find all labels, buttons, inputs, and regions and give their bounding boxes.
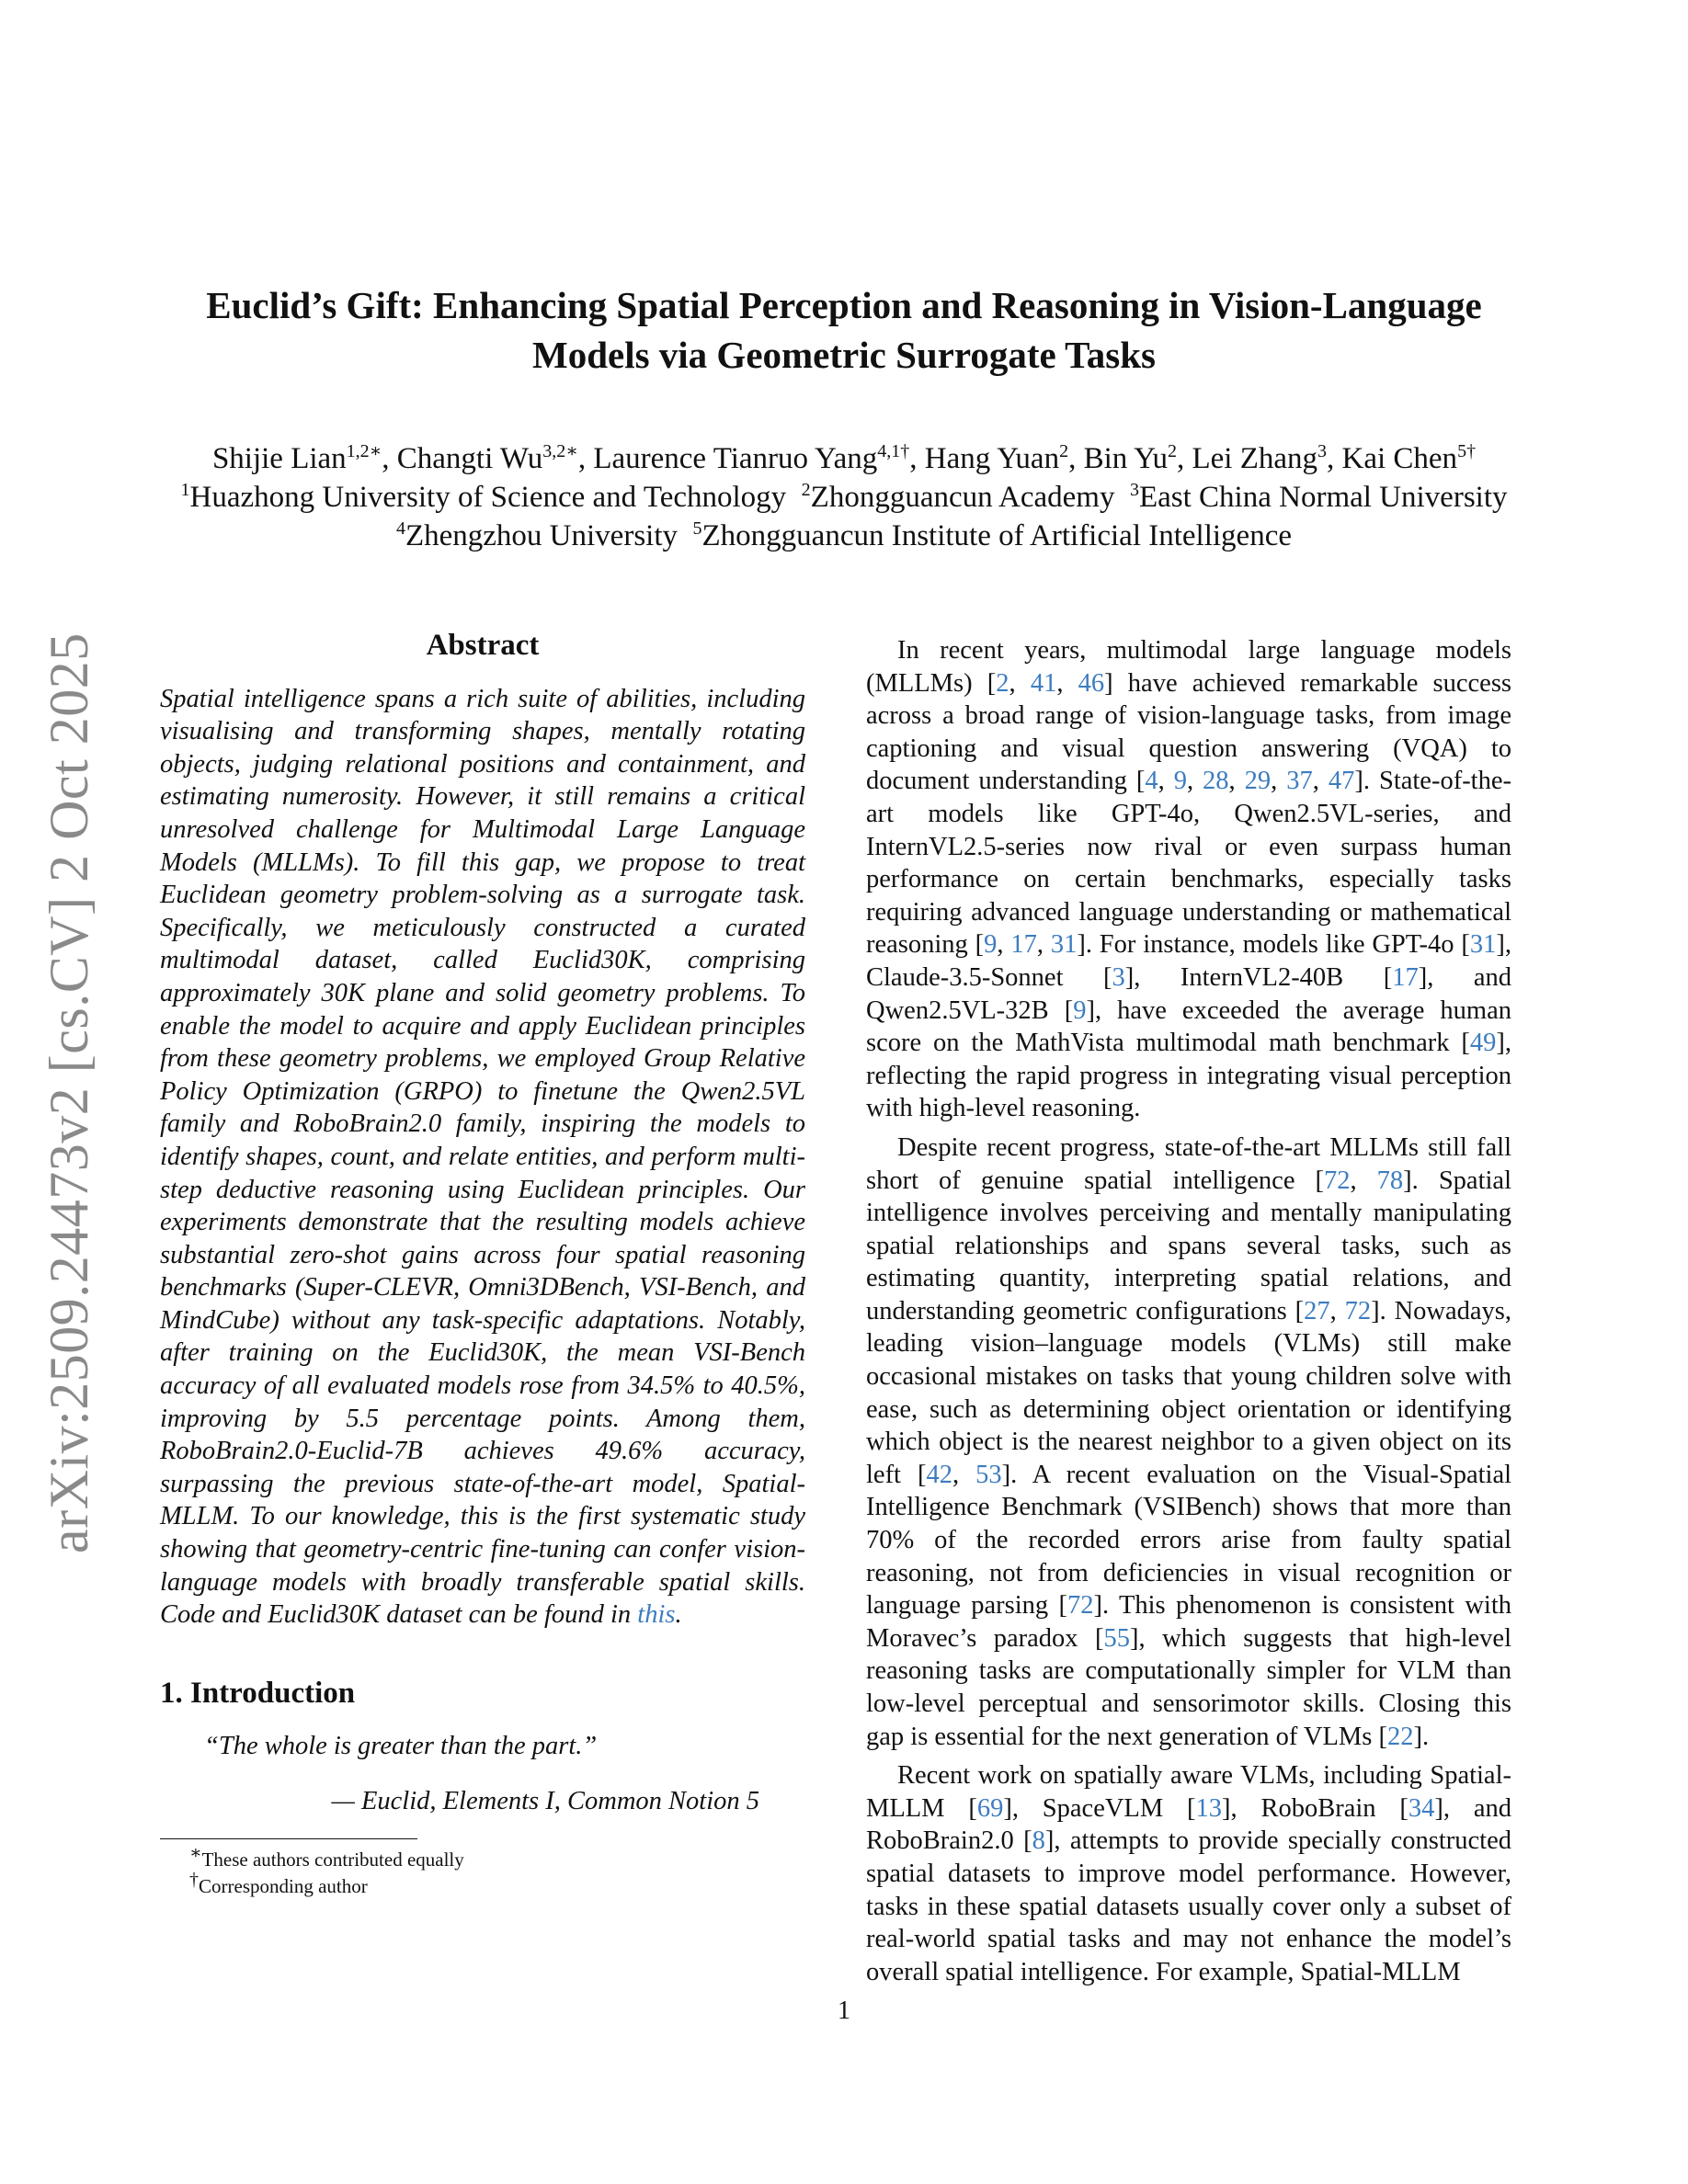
author-name: Shijie Lian xyxy=(211,442,347,475)
footnotes xyxy=(160,1842,805,1900)
footnote-divider xyxy=(160,1838,417,1839)
author-affiliation-mark: 1,2∗ xyxy=(346,441,382,461)
citation-link[interactable]: 47 xyxy=(1328,767,1355,796)
citation-link[interactable]: 27 xyxy=(1304,1296,1330,1325)
citation-link[interactable]: 2 xyxy=(996,668,1009,698)
citation-link[interactable]: 34 xyxy=(1408,1793,1435,1823)
citation-link[interactable]: 13 xyxy=(1195,1793,1223,1823)
affiliation-mark: 1 xyxy=(180,480,190,500)
introduction-heading: 1. Introduction xyxy=(160,1676,356,1710)
affiliation-name: Huazhong University of Science and Technology xyxy=(189,481,787,514)
affiliation-mark: 3 xyxy=(1129,480,1139,500)
author-affiliation-mark: 3,2∗ xyxy=(542,441,578,461)
footnote-text: Corresponding author xyxy=(199,1874,368,1897)
author-affiliation-mark: 5† xyxy=(1457,441,1477,461)
citation-link[interactable]: 72 xyxy=(1324,1166,1351,1195)
citation-link[interactable]: 9 xyxy=(1173,767,1187,796)
right-column xyxy=(866,634,1511,1995)
paper-title xyxy=(0,280,1688,380)
affiliation-mark: 5 xyxy=(692,518,702,539)
author-name: Hang Yuan xyxy=(924,442,1060,475)
citation-link[interactable]: 28 xyxy=(1203,767,1229,796)
citation-link[interactable]: 53 xyxy=(975,1460,1002,1489)
abstract-heading: Abstract xyxy=(426,629,540,662)
affiliation-mark: 4 xyxy=(395,518,405,539)
affiliation-name: East China Normal University xyxy=(1138,481,1508,514)
citation-link[interactable]: 8 xyxy=(1032,1826,1045,1856)
citation-link[interactable]: 9 xyxy=(984,930,998,960)
citation-link[interactable]: 37 xyxy=(1286,767,1313,796)
citation-link[interactable]: 29 xyxy=(1244,767,1272,796)
citation-link[interactable]: 46 xyxy=(1078,668,1105,698)
epigraph-source: — Euclid, Elements I, Common Notion 5 xyxy=(331,1787,759,1815)
affiliation-name: Zhengzhou University xyxy=(405,519,679,552)
abstract-text: Spatial intelligence spans a rich suite of abilities, including visualising and transforming shapes, mentally rotating objects, judging relational positions and containment, and estimating numerosity. However, it still remains a critical unresolved challenge for Multimodal Large Language Models (MLLMs). To fill this gap, we propose to treat Euclidean geometry problem-solving as a surrogate task. Specifically, we meticulously constructed a curated multimodal dataset, called Euclid30K, comprising approximately 30K plane and solid geometry problems. To enable the model to acquire and apply Euclidean principles from these geometry problems, we employed Group Relative Policy Optimization (GRPO) to finetune the Qwen2.5VL family and RoboBrain2.0 family, inspiring the models to identify shapes, count, and relate entities, and perform multi-step deductive reasoning using Euclidean principles. Our experiments demonstrate that the resulting models achieve substantial zero-shot gains across four spatial reasoning benchmarks (Super-CLEVR, Omni3DBench, VSI-Bench, and MindCube) without any task-specific adaptations. Notably, after training on the Euclid30K, the mean VSI-Bench accuracy of all evaluated models rose from 34.5% to 40.5%, improving by 5.5 percentage points. Among them, RoboBrain2.0-Euclid-7B achieves 49.6% accuracy, surpassing the previous state-of-the-art model, Spatial-MLLM. To our knowledge, this is the first systematic study showing that geometry-centric fine-tuning can confer vision-language models with broadly transferable spatial skills. Code and Euclid30K dataset can be found in this. xyxy=(160,684,805,1630)
author-affiliation-mark: 2 xyxy=(1167,441,1177,461)
citation-link[interactable]: 42 xyxy=(926,1460,952,1489)
citation-link[interactable]: 41 xyxy=(1030,668,1057,698)
author-list: Shijie Lian$^{1,2∗}$, Changti $Wu^{3,2∗}$, Laurence Tianruo Yang$^{4,1\dagger}$, Hang Yuan$^2$, Bin Yu$^2$, Lei Zhang$^3$, Kai Chen$^{5\dagger}$ xyxy=(211,441,1477,475)
left-column xyxy=(160,630,805,1900)
citation-link[interactable]: 72 xyxy=(1067,1591,1094,1621)
affiliation-list xyxy=(0,478,1688,555)
citation-link[interactable]: 3 xyxy=(1112,962,1125,992)
title-line: Euclid’s Gift: Enhancing Spatial Perception and Reasoning in Vision-Language xyxy=(206,284,1482,326)
footnote-mark: † xyxy=(189,1869,199,1890)
author-name: Lei Zhang xyxy=(1192,442,1317,475)
citation-link[interactable]: this xyxy=(637,1600,676,1630)
title-line: Models via Geometric Surrogate Tasks xyxy=(532,334,1156,376)
author-affiliation-mark: 3 xyxy=(1317,441,1327,461)
author-name: Bin Yu xyxy=(1083,442,1168,475)
citation-link[interactable]: 55 xyxy=(1103,1623,1130,1653)
body-paragraph: Despite recent progress, state-of-the-art MLLMs still fall short of genuine spatial intelligence [72, 78]. Spatial intelligence involves perceiving and mentally manipulating spatial relationships and spans several tasks, such as estimating quantity, interpreting spatial relations, and understanding geometric configurations [27, 72]. Nowadays, leading vision–language models (VLMs) still make occasional mistakes on tasks that young children solve with ease, such as determining object orientation or identifying which object is the nearest neighbor to a given object on its left [42, 53]. A recent evaluation on the Visual-Spatial Intelligence Benchmark (VSIBench) shows that more than 70% of the recorded errors arise from faulty spatial reasoning, not from deficiencies in visual recognition or language parsing [72]. This phenomenon is consistent with Moravec’s paradox [55], which suggests that high-level reasoning tasks are computationally simpler for VLM than low-level perceptual and sensorimotor skills. Closing this gap is essential for the next generation of VLMs [22]. xyxy=(866,1132,1512,1751)
footnote-corresponding xyxy=(189,1869,805,1900)
affiliation-mark: 2 xyxy=(801,480,811,500)
author-block xyxy=(0,439,1688,555)
footnote-equal-contribution xyxy=(189,1842,805,1873)
citation-link[interactable]: 9 xyxy=(1073,995,1087,1025)
author-affiliation-mark: 4,1† xyxy=(877,441,910,461)
author-affiliation-mark: 2 xyxy=(1059,441,1069,461)
body-paragraph: Recent work on spatially aware VLMs, including Spatial-MLLM [69], SpaceVLM [13], RoboBrain [34], and RoboBrain2.0 [8], attempts to provide specially constructed spatial datasets to improve model performance. However, tasks in these spatial datasets usually cover only a subset of real-world spatial tasks and may not enhance the model’s overall spatial intelligence. For example, Spatial-MLLM xyxy=(866,1761,1511,1986)
citation-link[interactable]: 17 xyxy=(1392,962,1419,992)
citation-link[interactable]: 31 xyxy=(1050,930,1078,960)
citation-link[interactable]: 31 xyxy=(1469,930,1497,960)
author-name: Changti Wu xyxy=(396,442,543,475)
author-name: Laurence Tianruo Yang xyxy=(593,442,878,475)
citation-link[interactable]: 72 xyxy=(1344,1296,1372,1325)
citation-link[interactable]: 69 xyxy=(976,1793,1004,1823)
epigraph-quote: “The whole is greater than the part.” xyxy=(204,1732,598,1761)
citation-link[interactable]: 22 xyxy=(1386,1722,1414,1751)
arxiv-identifier: arXiv:2509.24473v2 [cs.CV] 2 Oct 2025 xyxy=(39,632,99,1553)
author-name: Kai Chen xyxy=(1341,442,1458,475)
footnote-text: These authors contributed equally xyxy=(201,1848,464,1871)
citation-link[interactable]: 78 xyxy=(1376,1166,1404,1195)
citation-link[interactable]: 4 xyxy=(1145,767,1158,796)
citation-link[interactable]: 49 xyxy=(1469,1029,1497,1058)
footnote-mark: ∗ xyxy=(189,1842,202,1863)
affiliation-name: Zhongguancun Institute of Artificial Intelligence xyxy=(701,519,1292,552)
affiliation-name: Zhongguancun Academy xyxy=(810,481,1115,514)
page-number: 1 xyxy=(838,1996,850,2025)
body-paragraph: In recent years, multimodal large language models (MLLMs) [2, 41, 46] have achieved remarkable success across a broad range of vision-language tasks, from image captioning and visual question answering (VQA) to document understanding [4, 9, 28, 29, 37, 47]. State-of-the-art models like GPT-4o, Qwen2.5VL-series, and InternVL2.5-series now rival or even surpass human performance on certain benchmarks, especially tasks requiring advanced language understanding or mathematical reasoning [9, 17, 31]. For instance, models like GPT-4o [31], Claude-3.5-Sonnet [3], InternVL2-40B [17], and Qwen2.5VL-32B [9], have exceeded the average human score on the MathVista multimodal math benchmark [49], reflecting the rapid progress in integrating visual perception with high-level reasoning. xyxy=(866,636,1512,1123)
citation-link[interactable]: 17 xyxy=(1010,930,1037,960)
